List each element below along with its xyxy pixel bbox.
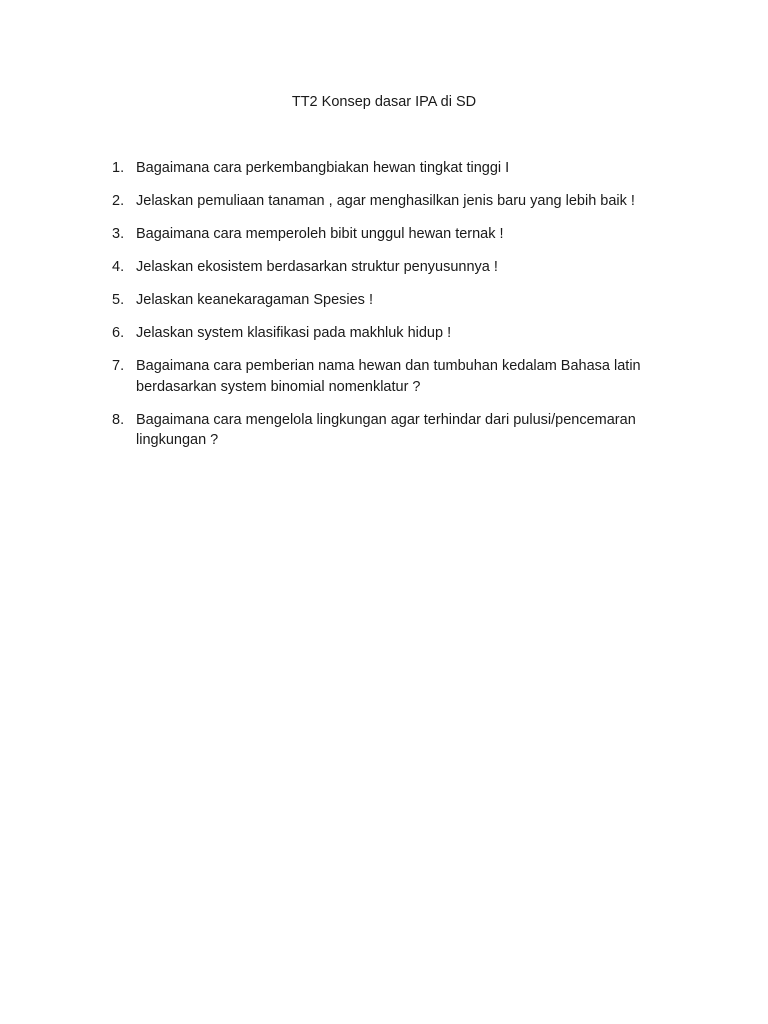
question-number: 2. <box>112 193 125 209</box>
question-number: 1. <box>112 160 125 176</box>
question-item-5 <box>112 290 672 311</box>
question-text: Jelaskan ekosistem berdasarkan struktur penyusunnya ! <box>136 259 498 275</box>
question-number: 7. <box>112 358 125 374</box>
question-text: Bagaimana cara pemberian nama hewan dan tumbuhan kedalam Bahasa latin berdasarkan system binomial nomenklatur ? <box>136 358 641 395</box>
question-number: 8. <box>112 411 125 428</box>
question-text: Jelaskan system klasifikasi pada makhluk hidup ! <box>136 325 452 341</box>
question-item-1 <box>112 158 672 179</box>
question-item-3 <box>112 224 672 245</box>
question-item-4 <box>112 257 672 278</box>
question-item-6 <box>112 323 672 344</box>
question-number: 3. <box>112 226 125 242</box>
document-title: TT2 Konsep dasar IPA di SD <box>291 94 477 110</box>
question-item-7 <box>112 356 672 397</box>
question-list <box>112 158 672 463</box>
question-number: 5. <box>112 292 125 308</box>
question-text: Jelaskan keanekaragaman Spesies ! <box>136 292 373 308</box>
question-item-2 <box>112 191 672 212</box>
question-text: Bagaimana cara perkembangbiakan hewan tingkat tinggi I <box>136 160 510 176</box>
question-number: 4. <box>112 259 125 275</box>
question-item-8 <box>112 410 672 451</box>
question-text: Bagaimana cara memperoleh bibit unggul hewan ternak ! <box>136 226 504 242</box>
question-number: 6. <box>112 325 125 341</box>
question-text: Jelaskan pemuliaan tanaman , agar menghasilkan jenis baru yang lebih baik ! <box>136 193 635 209</box>
question-text: Bagaimana cara mengelola lingkungan agar terhindar dari pulusi/pencemaran lingkungan ? <box>136 411 636 448</box>
